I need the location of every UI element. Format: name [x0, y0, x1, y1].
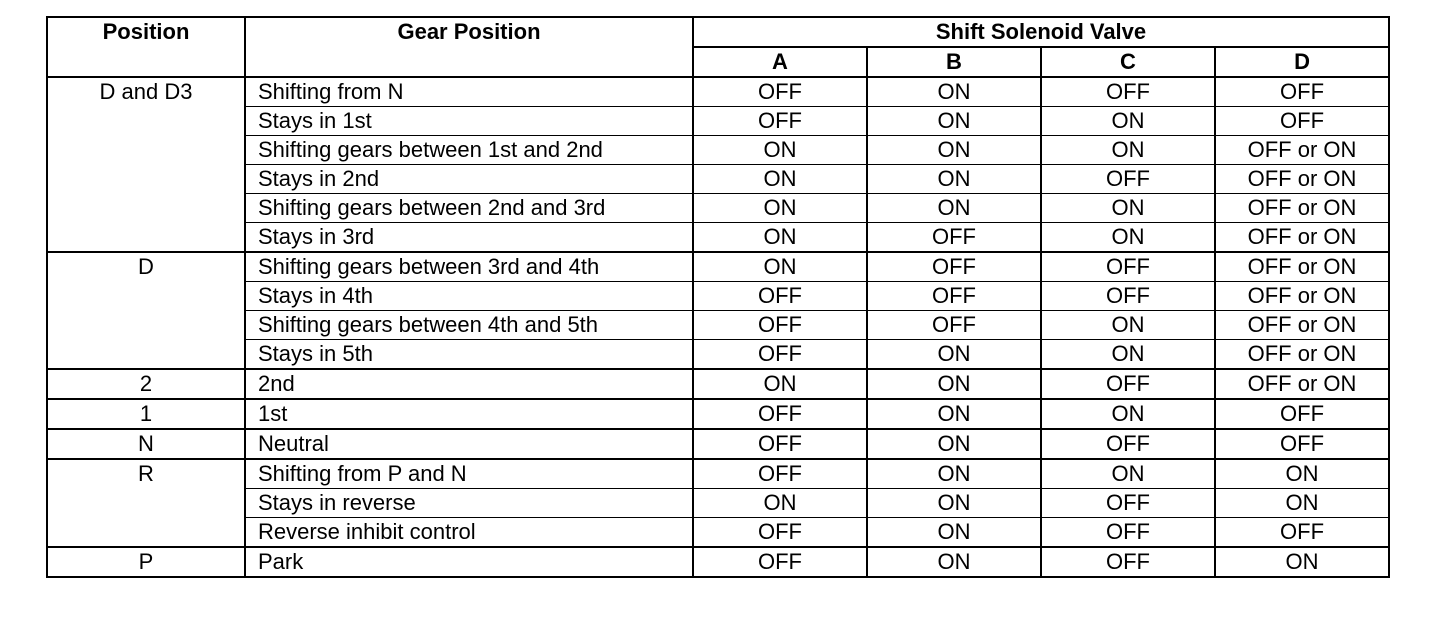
- table-row: [47, 311, 1389, 340]
- gear-position-cell: 1st: [245, 399, 693, 429]
- header-position: Position: [47, 17, 245, 77]
- table-row: [47, 252, 1389, 282]
- gear-position-cell: Park: [245, 547, 693, 577]
- table-row: [47, 369, 1389, 399]
- valve-c-cell: OFF: [1041, 369, 1215, 399]
- valve-c-cell: OFF: [1041, 165, 1215, 194]
- valve-a-cell: ON: [693, 252, 867, 282]
- solenoid-valve-table: [46, 16, 1390, 578]
- valve-a-cell: ON: [693, 136, 867, 165]
- valve-b-cell: ON: [867, 429, 1041, 459]
- valve-d-cell: ON: [1215, 459, 1389, 489]
- table-row: [47, 340, 1389, 370]
- valve-b-cell: OFF: [867, 252, 1041, 282]
- header-valve-b: B: [867, 47, 1041, 77]
- table-row: [47, 165, 1389, 194]
- valve-b-cell: OFF: [867, 311, 1041, 340]
- position-cell: N: [47, 429, 245, 459]
- valve-a-cell: ON: [693, 369, 867, 399]
- valve-b-cell: ON: [867, 77, 1041, 107]
- valve-b-cell: ON: [867, 194, 1041, 223]
- valve-a-cell: OFF: [693, 547, 867, 577]
- table-row: [47, 399, 1389, 429]
- table-row: [47, 282, 1389, 311]
- valve-a-cell: OFF: [693, 459, 867, 489]
- header-valve-a: A: [693, 47, 867, 77]
- valve-d-cell: OFF or ON: [1215, 340, 1389, 370]
- valve-c-cell: ON: [1041, 459, 1215, 489]
- valve-c-cell: OFF: [1041, 547, 1215, 577]
- valve-b-cell: OFF: [867, 282, 1041, 311]
- valve-a-cell: OFF: [693, 399, 867, 429]
- table-row: [47, 223, 1389, 253]
- header-valve-d: D: [1215, 47, 1389, 77]
- table-row: [47, 194, 1389, 223]
- valve-c-cell: OFF: [1041, 252, 1215, 282]
- valve-b-cell: OFF: [867, 223, 1041, 253]
- gear-position-cell: Shifting from N: [245, 77, 693, 107]
- valve-d-cell: ON: [1215, 547, 1389, 577]
- valve-a-cell: OFF: [693, 429, 867, 459]
- valve-d-cell: OFF: [1215, 399, 1389, 429]
- valve-d-cell: OFF or ON: [1215, 223, 1389, 253]
- valve-d-cell: OFF or ON: [1215, 311, 1389, 340]
- valve-a-cell: ON: [693, 194, 867, 223]
- gear-position-cell: Shifting gears between 1st and 2nd: [245, 136, 693, 165]
- valve-d-cell: OFF or ON: [1215, 282, 1389, 311]
- valve-d-cell: OFF: [1215, 107, 1389, 136]
- header-gear-position: Gear Position: [245, 17, 693, 77]
- gear-position-cell: Reverse inhibit control: [245, 518, 693, 548]
- valve-d-cell: OFF or ON: [1215, 252, 1389, 282]
- valve-c-cell: ON: [1041, 399, 1215, 429]
- gear-position-cell: Stays in 2nd: [245, 165, 693, 194]
- valve-b-cell: ON: [867, 136, 1041, 165]
- table-row: [47, 77, 1389, 107]
- gear-position-cell: Shifting from P and N: [245, 459, 693, 489]
- valve-b-cell: ON: [867, 340, 1041, 370]
- table-row: [47, 107, 1389, 136]
- valve-c-cell: OFF: [1041, 429, 1215, 459]
- valve-c-cell: OFF: [1041, 489, 1215, 518]
- gear-position-cell: 2nd: [245, 369, 693, 399]
- valve-a-cell: ON: [693, 489, 867, 518]
- position-cell: 1: [47, 399, 245, 429]
- valve-b-cell: ON: [867, 459, 1041, 489]
- gear-position-cell: Stays in 4th: [245, 282, 693, 311]
- valve-a-cell: OFF: [693, 282, 867, 311]
- valve-a-cell: OFF: [693, 518, 867, 548]
- valve-c-cell: ON: [1041, 311, 1215, 340]
- position-cell: D: [47, 252, 245, 369]
- valve-a-cell: OFF: [693, 340, 867, 370]
- gear-position-cell: Stays in 3rd: [245, 223, 693, 253]
- valve-b-cell: ON: [867, 547, 1041, 577]
- valve-b-cell: ON: [867, 489, 1041, 518]
- valve-c-cell: ON: [1041, 107, 1215, 136]
- valve-c-cell: ON: [1041, 136, 1215, 165]
- valve-c-cell: ON: [1041, 223, 1215, 253]
- position-cell: D and D3: [47, 77, 245, 252]
- valve-d-cell: OFF: [1215, 77, 1389, 107]
- valve-b-cell: ON: [867, 107, 1041, 136]
- gear-position-cell: Stays in 1st: [245, 107, 693, 136]
- gear-position-cell: Shifting gears between 3rd and 4th: [245, 252, 693, 282]
- gear-position-cell: Shifting gears between 4th and 5th: [245, 311, 693, 340]
- valve-b-cell: ON: [867, 165, 1041, 194]
- valve-a-cell: OFF: [693, 311, 867, 340]
- valve-b-cell: ON: [867, 369, 1041, 399]
- header-shift-solenoid-valve: Shift Solenoid Valve: [693, 17, 1389, 47]
- valve-c-cell: OFF: [1041, 518, 1215, 548]
- table-body: [47, 77, 1389, 577]
- header-valve-c: C: [1041, 47, 1215, 77]
- valve-c-cell: ON: [1041, 340, 1215, 370]
- gear-position-cell: Stays in 5th: [245, 340, 693, 370]
- position-cell: R: [47, 459, 245, 547]
- valve-b-cell: ON: [867, 399, 1041, 429]
- table-row: [47, 136, 1389, 165]
- valve-a-cell: ON: [693, 223, 867, 253]
- valve-d-cell: OFF or ON: [1215, 136, 1389, 165]
- table-row: [47, 547, 1389, 577]
- gear-position-cell: Stays in reverse: [245, 489, 693, 518]
- table-row: [47, 489, 1389, 518]
- valve-d-cell: OFF: [1215, 429, 1389, 459]
- valve-d-cell: OFF: [1215, 518, 1389, 548]
- table-row: [47, 459, 1389, 489]
- gear-position-cell: Shifting gears between 2nd and 3rd: [245, 194, 693, 223]
- valve-c-cell: ON: [1041, 194, 1215, 223]
- valve-a-cell: OFF: [693, 77, 867, 107]
- table-row: [47, 518, 1389, 548]
- valve-c-cell: OFF: [1041, 77, 1215, 107]
- valve-d-cell: OFF or ON: [1215, 194, 1389, 223]
- valve-d-cell: ON: [1215, 489, 1389, 518]
- valve-d-cell: OFF or ON: [1215, 369, 1389, 399]
- position-cell: P: [47, 547, 245, 577]
- valve-a-cell: ON: [693, 165, 867, 194]
- position-cell: 2: [47, 369, 245, 399]
- valve-c-cell: OFF: [1041, 282, 1215, 311]
- valve-b-cell: ON: [867, 518, 1041, 548]
- gear-position-cell: Neutral: [245, 429, 693, 459]
- valve-d-cell: OFF or ON: [1215, 165, 1389, 194]
- table-row: [47, 429, 1389, 459]
- valve-a-cell: OFF: [693, 107, 867, 136]
